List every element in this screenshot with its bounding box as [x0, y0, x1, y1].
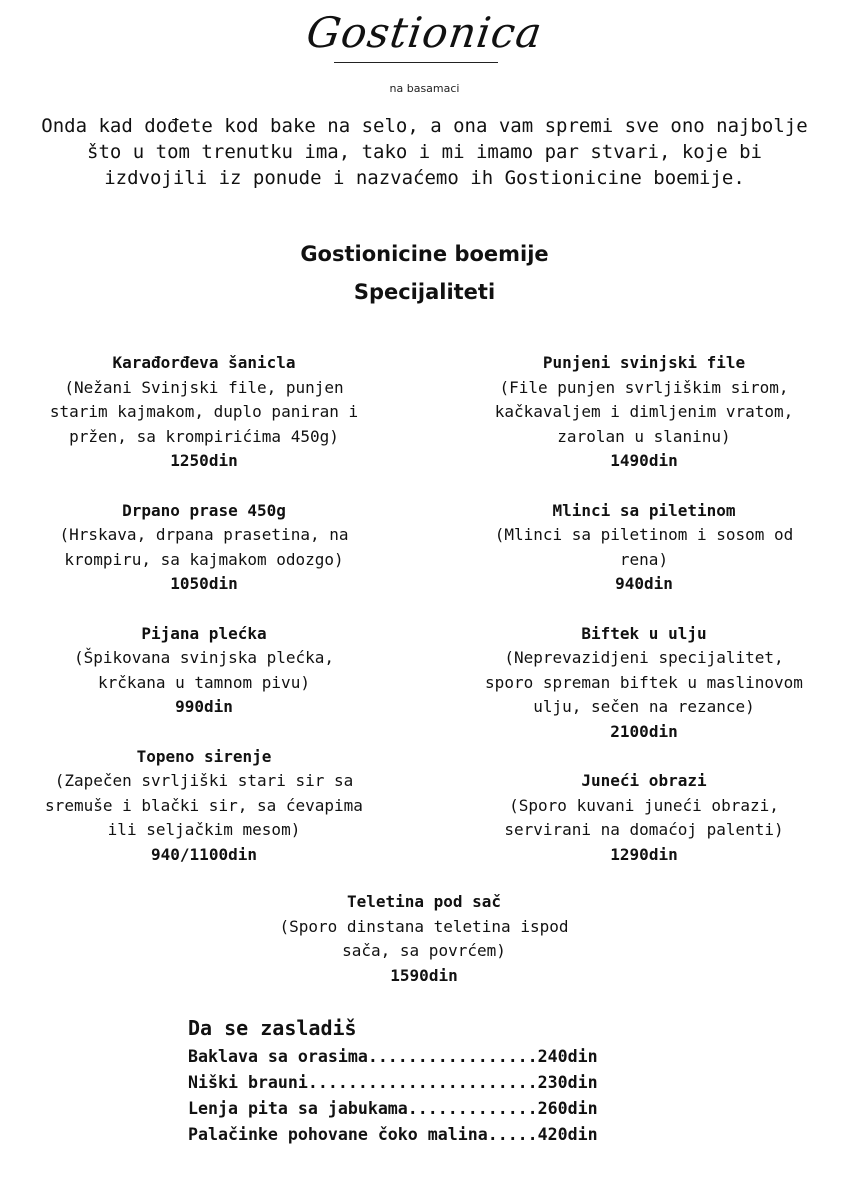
menu-item: [14, 745, 394, 868]
menu-item-price: 1250din: [170, 451, 238, 470]
menu-item-desc: (Sporo kuvani juneći obrazi,: [509, 795, 779, 815]
menu-item: [14, 622, 394, 720]
menu-item-desc: pržen, sa krompirićima 450g): [69, 426, 339, 446]
menu-item-desc: (Nežani Svinjski file, punjen: [64, 377, 344, 397]
dessert-row: Niški brauni.......................230din: [188, 1073, 598, 1092]
menu-item-desc: zarolan u slaninu): [557, 426, 731, 446]
menu-item-desc: sremuše i blački sir, sa ćevapima: [45, 795, 363, 815]
dessert-row: Palačinke pohovane čoko malina.....420din: [188, 1125, 598, 1144]
menu-item-name: Teletina pod sač: [346, 892, 502, 911]
dessert-title: Da se zasladiš: [188, 1016, 357, 1040]
dessert-section: [188, 1016, 748, 1148]
intro-paragraph: [20, 113, 829, 191]
intro-line: što u tom trenutku ima, tako i mi imamo par stvari, koje bi: [87, 141, 762, 163]
menu-item: [454, 499, 834, 597]
menu-item-price: 2100din: [610, 721, 678, 741]
intro-line: Onda kad dođete kod bake na selo, a ona vam spremi sve ono najbolje: [41, 115, 808, 137]
menu-item-name: Biftek u ulju: [581, 623, 707, 643]
menu-item-price: 990din: [175, 697, 233, 716]
menu-item-name: Topeno sirenje: [136, 746, 272, 766]
menu-item-desc: (Sporo dinstana teletina ispod: [279, 916, 569, 936]
menu-item-desc: kačkavaljem i dimljenim vratom,: [494, 402, 794, 421]
logo: [0, 8, 849, 57]
menu-item-desc: rena): [619, 549, 669, 569]
menu-item-desc: starim kajmakom, duplo paniran i: [49, 402, 359, 421]
menu-item-name: Karađorđeva šanicla: [112, 353, 296, 372]
menu-item-price: 1050din: [170, 574, 238, 593]
menu-item-price: 1290din: [610, 844, 678, 864]
menu-item-desc: (File punjen svrljiškim sirom,: [499, 377, 789, 397]
menu-item-price: 940/1100din: [151, 844, 257, 864]
menu-item-desc: (Mlinci sa piletinom i sosom od: [494, 525, 794, 544]
logo-underline: [334, 62, 498, 63]
menu-item-desc: sača, sa povrćem): [342, 941, 506, 960]
intro-line: izdvojili iz ponude i nazvaćemo ih Gostionicine boemije.: [104, 167, 745, 189]
menu-column-left: [14, 351, 394, 892]
menu-item-name: Drpano prase 450g: [122, 500, 286, 520]
menu-item-desc: (Zapečen svrljiški stari sir sa: [54, 771, 354, 790]
menu-item: [454, 622, 834, 745]
menu-item-desc: (Špikovana svinjska plećka,: [73, 648, 335, 667]
menu-item-center: [234, 890, 614, 988]
menu-item: [14, 499, 394, 597]
menu-column-right: [454, 351, 834, 892]
menu-item-name: Punjeni svinjski file: [542, 353, 746, 372]
dessert-row: Baklava sa orasima.................240din: [188, 1047, 598, 1066]
menu-item-desc: krompiru, sa kajmakom odozgo): [64, 549, 344, 569]
menu-item-desc: (Neprevazidjeni specijalitet,: [504, 648, 784, 667]
menu-item-price: 1590din: [390, 965, 458, 985]
menu-item: [454, 769, 834, 867]
section-subtitle: Specijaliteti: [353, 280, 496, 304]
menu-item-desc: krčkana u tamnom pivu): [98, 672, 310, 692]
logo-title: Gostionica: [303, 8, 546, 57]
menu-item-name: Juneći obrazi: [581, 771, 707, 790]
menu-item-name: Mlinci sa piletinom: [552, 500, 736, 520]
menu-item: [14, 351, 394, 474]
menu-item-desc: sporo spreman biftek u maslinovom: [485, 672, 803, 692]
dessert-row: Lenja pita sa jabukama.............260din: [188, 1099, 598, 1118]
logo-subtitle: na basamaci: [389, 82, 460, 95]
menu-item-desc: (Hrskava, drpana prasetina, na: [59, 525, 349, 544]
menu-item: [454, 351, 834, 474]
menu-item-price: 1490din: [610, 451, 678, 470]
menu-item-desc: ili seljačkim mesom): [107, 820, 301, 839]
menu-item-desc: servirani na domaćoj palenti): [504, 820, 784, 839]
menu-item-desc: ulju, sečen na rezance): [533, 697, 755, 716]
section-title: Gostionicine boemije: [300, 242, 549, 266]
menu-item-price: 940din: [615, 574, 673, 593]
menu-item-name: Pijana plećka: [141, 623, 267, 643]
